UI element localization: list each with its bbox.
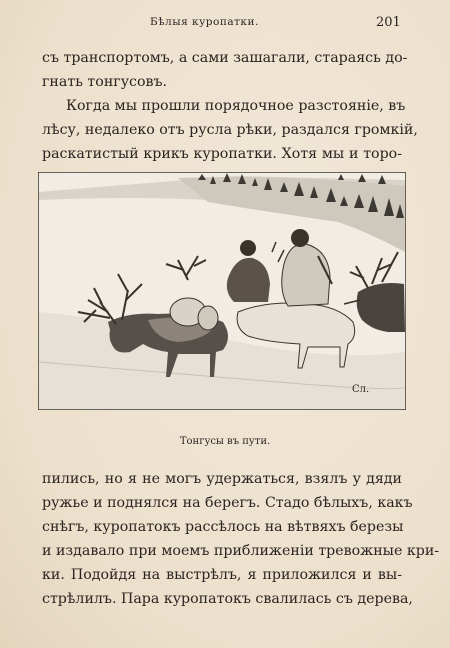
text-line: раскатистый крикъ куропатки. Хотя мы и торо- [42,146,402,162]
text-line: Когда мы прошли порядочное разстояніе, въ [66,98,406,114]
text-line: ружье и поднялся на берегъ. Стадо бѣлыхъ, какъ [42,495,413,511]
text-line: лѣсу, недалеко отъ русла рѣки, раздался громкій, [42,122,418,138]
text-line: и издавало при моемъ приближеніи тревожные кри- [42,543,440,559]
illustration-caption: Тонгусы въ пути. [179,436,271,447]
text-line: снѣгъ, куропатокъ расcѣлось на вѣтвяхъ березы [42,519,404,535]
artist-signature: Сл. [352,384,370,395]
page-number: 201 [376,15,401,30]
text-line: стрѣлилъ. Пара куропатокъ свалилась съ дерева, [42,591,413,607]
running-head: Бѣлыя куропатки. [150,16,259,28]
text-line: съ транспортомъ, а сами зашагали, стараясь до- [42,50,408,66]
text-block-bottom [42,467,440,611]
illustration-reindeer-sledge [38,172,406,410]
text-line: гнать тонгусовъ. [42,74,168,90]
text-line: пились, но я не могъ удержаться, взялъ у дяди [42,471,402,487]
text-block-top [42,46,418,166]
text-line: ки. Подойдя на выстрѣлъ, я приложился и вы- [42,567,402,583]
